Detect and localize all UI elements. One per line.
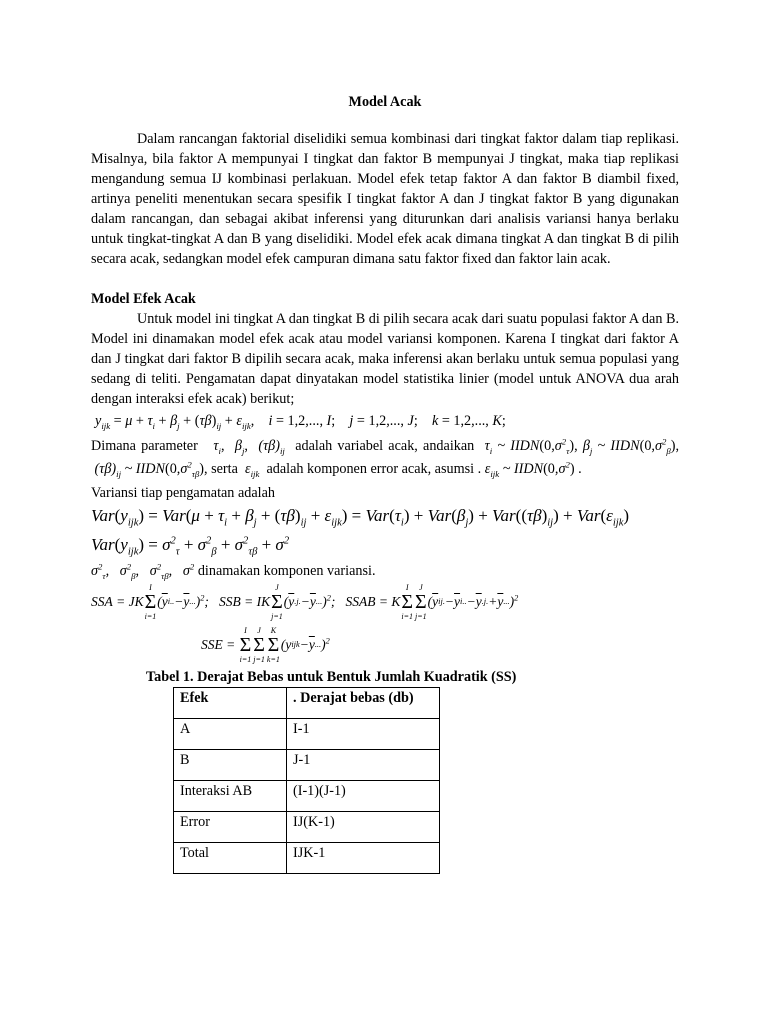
- document-page: [91, 92, 679, 874]
- table-cell-db: (I-1)(J-1): [287, 781, 440, 812]
- table-cell-efek: A: [174, 719, 287, 750]
- table-cell-db: IJK-1: [287, 843, 440, 874]
- table-title: Tabel 1. Derajat Bebas untuk Bentuk Jumlah Kuadratik (SS): [146, 669, 517, 685]
- parameter-paragraph: Dimana parameter $\tau_i$, $\beta_j$, $(\tau\beta)_{ij}$ adalah variabel acak, andaikan $\tau_i$ ~ $IIDN(0,\sigma^2_\tau)$, $\beta_j$ ~ $IIDN(0,\sigma^2_\beta)$, $(\tau\beta)_{ij}$ ~ $IIDN(0,\sigma^2_{\tau\beta})$, serta $\varepsilon_{ijk}$ adalah komponen error acak, asumsi . $\varepsilon_{ijk}$ ~ $IIDN(0,\sigma^2)$ .: [91, 436, 680, 479]
- table-cell-efek: Interaksi AB: [174, 781, 287, 812]
- table-cell-db: IJ(K-1): [287, 812, 440, 843]
- table-row: [174, 750, 440, 781]
- variansi-label: Variansi tiap pengamatan adalah: [91, 485, 275, 501]
- dimana-prefix: Dimana parameter: [91, 438, 198, 454]
- table-cell-db: I-1: [287, 719, 440, 750]
- table-row: [174, 719, 440, 750]
- components-line: $\sigma^2_\tau$, $\sigma^2_\beta$, $\sigma^2_{\tau\beta}$, $\sigma^2$ dinamakan komponen variansi.: [91, 561, 376, 581]
- model-equation: $y_{ijk} = \mu + \tau_i + \beta_j + (\tau\beta)_{ij} + \varepsilon_{ijk}$, i = 1,2,..., I; j = 1,2,..., J; k = 1,2,..., K;: [95, 413, 506, 431]
- table-row: [174, 812, 440, 843]
- table-cell-efek: Error: [174, 812, 287, 843]
- table-cell-db: J-1: [287, 750, 440, 781]
- table-header-efek: Efek: [174, 688, 287, 719]
- section-heading: Model Efek Acak: [91, 291, 196, 307]
- error-text: adalah komponen error acak, asumsi .: [266, 461, 482, 477]
- variance-equation-1: $Var(y_{ijk}) = Var(\mu + \tau_i + \beta_j + (\tau\beta)_{ij} + \varepsilon_{ijk}) = Var(\tau_i) + Var(\beta_j) + Var((\tau\beta)_{ij}) + Var(\varepsilon_{ijk})$: [91, 506, 630, 529]
- ss-equations: SSA = JK I Σ i=1 ( $\overline{y}$ i.. − $\overline{y}$ ... )$^2$; SSB = IK J Σ j=1 ( $\overline{y}$ .j. − $\overline{y}$ ... )$^2$; SSAB = K I Σ i=1 J Σ j=1 ( $\overline{y}$ ij. − $\overline{y}$ i.. − $\overline{y}$ .j. + $\overline{y}$ ... )$^2$: [91, 583, 519, 621]
- komponen-text: dinamakan komponen variansi.: [197, 563, 376, 579]
- table-header-row: [174, 688, 440, 719]
- table-cell-efek: B: [174, 750, 287, 781]
- section-paragraph: Untuk model ini tingkat A dan tingkat B di pilih secara acak dari suatu populasi faktor A dan B. Model ini dinamakan model efek acak atau model variansi komponen. Karena I tingkat dari faktor A dan J tingkat dari faktor B dipilih secara acak, maka inferensi akan berlaku untuk semua populasi yang sedang di teliti. Pengamatan dapat dinyatakan model statistika linier (model untuk ANOVA dua arah dengan interaksi efek acak) berikut;: [91, 311, 679, 407]
- table-row: [174, 781, 440, 812]
- serta-word: serta: [211, 461, 238, 477]
- df-table: [173, 687, 440, 874]
- variance-equation-2: $Var(y_{ijk}) = \sigma^2_\tau + \sigma^2_\beta + \sigma^2_{\tau\beta} + \sigma^2$: [91, 535, 290, 558]
- dimana-mid: adalah variabel acak, andaikan: [295, 438, 475, 454]
- table-row: [174, 843, 440, 874]
- table-header-db: . Derajat bebas (db): [287, 688, 440, 719]
- table-cell-efek: Total: [174, 843, 287, 874]
- intro-paragraph: Dalam rancangan faktorial diselidiki semua kombinasi dari tingkat faktor dalam tiap replikasi. Misalnya, bila faktor A mempunyai I tingkat dan faktor B mempunyai J tingkat, maka tiap replikasi mengandung semua IJ kombinasi perlakuan. Model efek tetap faktor A dan faktor B diambil fixed, artinya peneliti menentukan secara spesifik I tingkat faktor A dan J tingkat faktor B yang digunakan dalam rancangan, dan sebagai akibat inferensi yang diturunkan dari analisis variansi hanya berlaku untuk tingkat-tingkat A dan B yang diselidiki. Model efek acak dimana tingkat A dan tingkat B di pilih secara acak, sedangkan model efek campuran dimana satu faktor fixed dan faktor lain acak.: [91, 131, 679, 267]
- sse-equation: SSE = I Σ i=1 J Σ j=1 K Σ k=1 ( y ijk − $\overline{y}$ ... )$^2$: [201, 626, 330, 664]
- page-title: Model Acak: [348, 94, 422, 110]
